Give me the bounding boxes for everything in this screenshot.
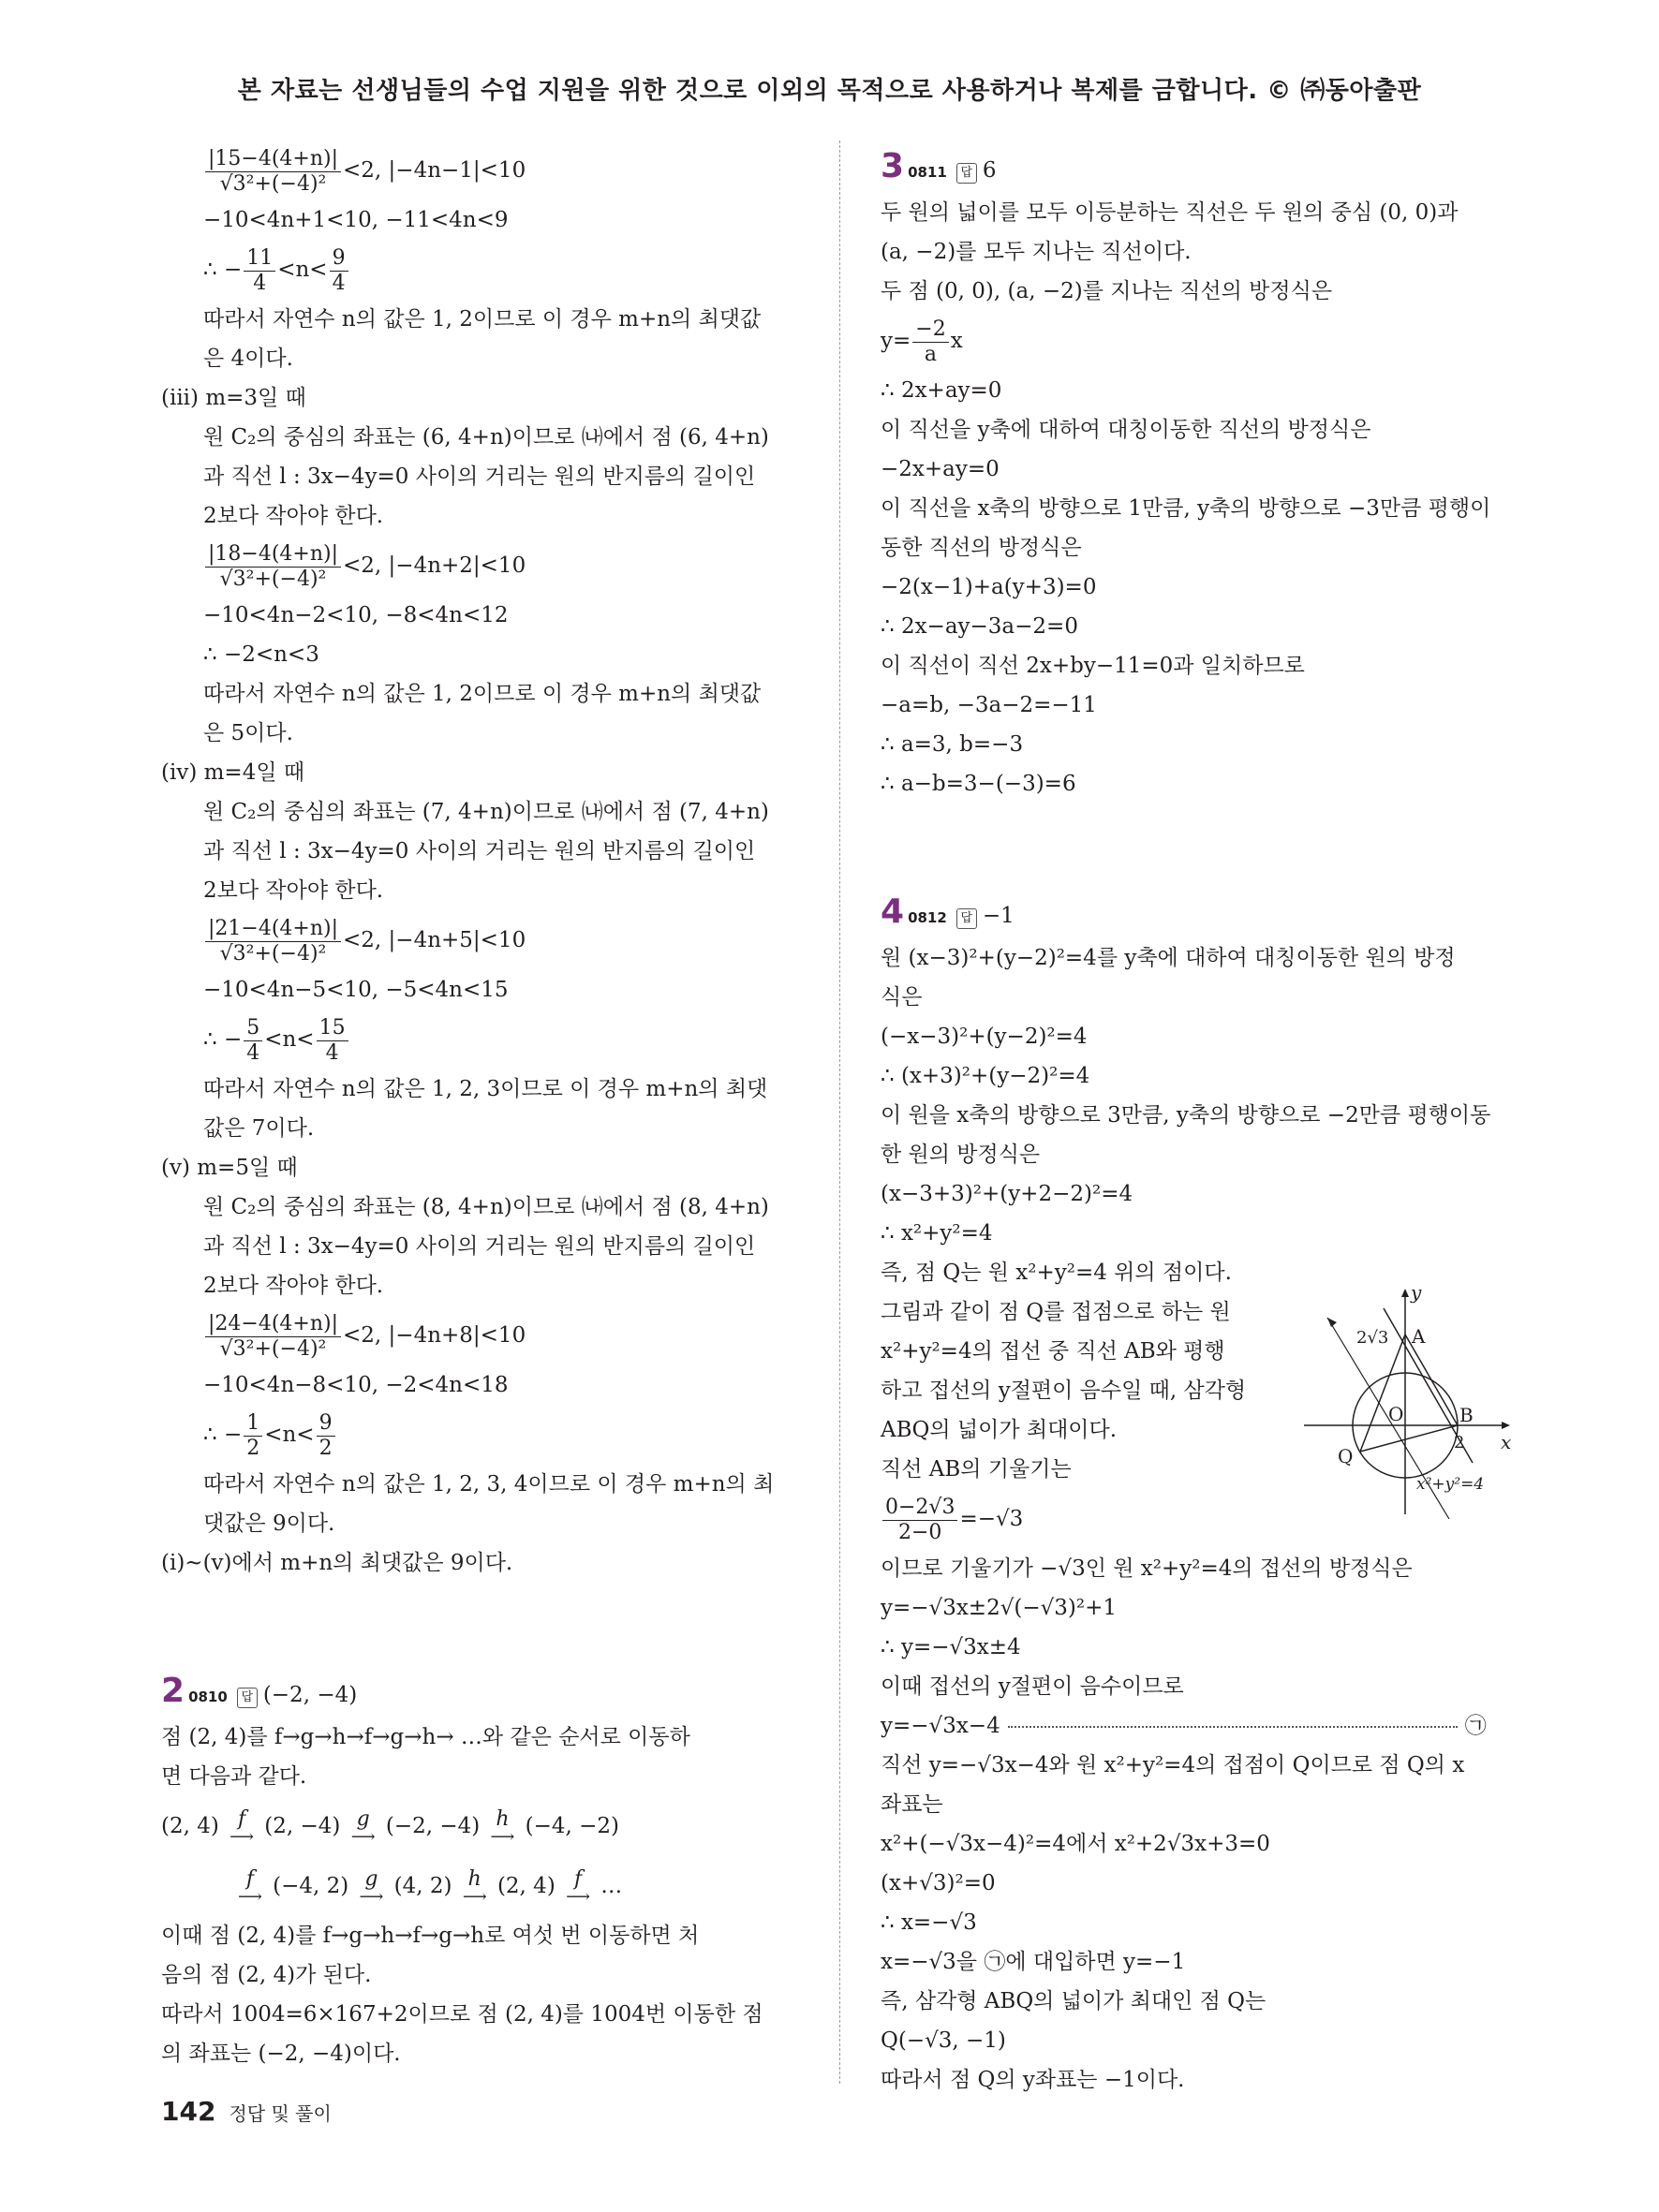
math-line: −a=b, −3a−2=−11 bbox=[881, 693, 1097, 717]
fraction: $\frac{9}{2}$ bbox=[317, 1411, 335, 1461]
math-line: ∴ a−b=3−(−3)=6 bbox=[881, 772, 1076, 796]
point-A-label: A bbox=[1412, 1325, 1426, 1348]
math-line: $\frac{0-2√3}{2-0}$ =−√3 bbox=[881, 1489, 1508, 1549]
origin-label: O bbox=[1388, 1403, 1404, 1425]
problem-number: 2 bbox=[161, 1672, 185, 1710]
fraction: $\frac{-2}{a}$ bbox=[912, 317, 948, 367]
text-line: 동한 직선의 방정식은 bbox=[881, 536, 1082, 560]
text-line: 은 5이다. bbox=[203, 721, 293, 745]
mapping-arrow: f ⟶ bbox=[566, 1867, 590, 1907]
conclusion-line: (i)~(v)에서 m+n의 최댓값은 9이다. bbox=[161, 1551, 513, 1575]
footer-title: 정답 및 풀이 bbox=[229, 2102, 332, 2125]
problem-4-header bbox=[881, 886, 1508, 938]
circle-equation-label: x²+y²=4 bbox=[1416, 1475, 1485, 1494]
mapping-sequence-1: (2, 4) f ⟶ (2, −4) g ⟶ (−2, −4) h ⟶ (−4, −2) bbox=[161, 1807, 620, 1847]
text-line: 이므로 기울기가 −√3인 원 x²+y²=4의 접선의 방정식은 bbox=[881, 1556, 1413, 1581]
math-line: y=−√3x±2√(−√3)²+1 bbox=[881, 1596, 1117, 1620]
math-line: ∴ −2<n<3 bbox=[203, 642, 319, 667]
fraction: $\frac{|24-4(4+n)|}{\text{√3²+(−4)²}}$ bbox=[205, 1312, 341, 1362]
math-line: ∴ − $\frac{1}{2}$ <n< $\frac{9}{2}$ bbox=[161, 1405, 798, 1465]
math-line: $\frac{|15-4(4+n)|}{\text{√3²+(−4)²}}$ <2, |−4n−1|<10 bbox=[161, 140, 798, 200]
text-line: 즉, 점 Q는 원 x²+y²=4 위의 점이다. bbox=[881, 1261, 1232, 1285]
text-line: 식은 bbox=[881, 985, 923, 1010]
text-line: 면 다음과 같다. bbox=[161, 1764, 307, 1789]
text-line: 음의 점 (2, 4)가 된다. bbox=[161, 1963, 372, 1987]
problem-code: 0810 bbox=[188, 1688, 228, 1705]
fraction: $\frac{1}{2}$ bbox=[244, 1411, 262, 1461]
text-line: 한 원의 방정식은 bbox=[881, 1143, 1041, 1167]
answer-icon: 답 bbox=[956, 163, 977, 184]
text-line: 두 점 (0, 0), (a, −2)를 지나는 직선의 방정식은 bbox=[881, 279, 1333, 303]
text-line: ABQ의 넓이가 최대이다. bbox=[881, 1418, 1118, 1442]
mapping-sequence-2: f ⟶ (−4, 2) g ⟶ (4, 2) h ⟶ (2, 4) f ⟶ … bbox=[238, 1867, 623, 1907]
math-line: Q(−√3, −1) bbox=[881, 2028, 1006, 2053]
text-line: 의 좌표는 (−2, −4)이다. bbox=[161, 2042, 401, 2066]
problem-code: 0811 bbox=[908, 164, 947, 181]
text-line: 두 원의 넓이를 모두 이등분하는 직선은 두 원의 중심 (0, 0)과 bbox=[881, 200, 1459, 225]
dotted-leader bbox=[1008, 1726, 1458, 1728]
text-line: 원 (x−3)²+(y−2)²=4를 y축에 대하여 대칭이동한 원의 방정 bbox=[881, 946, 1456, 970]
math-line: −2x+ay=0 bbox=[881, 457, 1000, 481]
x-axis-arrow bbox=[1502, 1422, 1510, 1429]
math-line: $\frac{|18-4(4+n)|}{\text{√3²+(−4)²}}$ <2, |−4n+2|<10 bbox=[161, 536, 798, 596]
text-line: 따라서 1004=6×167+2이므로 점 (2, 4)를 1004번 이동한 점 bbox=[161, 2002, 763, 2027]
fraction: $\frac{15}{4}$ bbox=[317, 1016, 348, 1066]
math-line: ∴ (x+3)²+(y−2)²=4 bbox=[881, 1064, 1090, 1088]
text-line: 하고 접선의 y절편이 음수일 때, 삼각형 bbox=[881, 1379, 1247, 1403]
problem-code: 0812 bbox=[908, 909, 947, 926]
text-line: 원 C₂의 중심의 좌표는 (6, 4+n)이므로 ㈏에서 점 (6, 4+n) bbox=[203, 425, 769, 450]
text-line: 이 원을 x축의 방향으로 3만큼, y축의 방향으로 −2만큼 평행이동 bbox=[881, 1103, 1491, 1128]
text-line: 따라서 자연수 n의 값은 1, 2이므로 이 경우 m+n의 최댓값 bbox=[203, 682, 762, 706]
answer-icon: 답 bbox=[237, 1688, 258, 1708]
text-line: 그림과 같이 점 Q를 접점으로 하는 원 bbox=[881, 1300, 1231, 1324]
fraction: $\frac{5}{4}$ bbox=[244, 1016, 262, 1066]
case-heading: (iv) m=4일 때 bbox=[161, 760, 305, 785]
page-footer bbox=[161, 2096, 332, 2127]
math-line: y= $\frac{-2}{a}$ x bbox=[881, 317, 963, 366]
math-line: −10<4n−8<10, −2<4n<18 bbox=[203, 1373, 509, 1397]
text-line: 즉, 삼각형 ABQ의 넓이가 최대인 점 Q는 bbox=[881, 1989, 1266, 2013]
text-line: x=−√3을 ㉠에 대입하면 y=−1 bbox=[881, 1950, 1186, 1974]
tangent-arrow bbox=[1327, 1318, 1337, 1327]
fraction: $\frac{|21-4(4+n)|}{\text{√3²+(−4)²}}$ bbox=[205, 917, 341, 966]
mapping-arrow: h ⟶ bbox=[490, 1807, 515, 1847]
text-line: 원 C₂의 중심의 좌표는 (8, 4+n)이므로 ㈏에서 점 (8, 4+n) bbox=[203, 1195, 769, 1219]
math-line: −10<4n−5<10, −5<4n<15 bbox=[203, 978, 509, 1002]
math-line: ∴ − $\frac{11}{4}$ <n< $\frac{9}{4}$ bbox=[161, 240, 798, 300]
problem-number: 4 bbox=[881, 892, 905, 931]
mapping-arrow: h ⟶ bbox=[462, 1867, 487, 1907]
text-line: 좌표는 bbox=[881, 1792, 943, 1817]
math-line: $\frac{|21-4(4+n)|}{\text{√3²+(−4)²}}$ <2, |−4n+5|<10 bbox=[161, 910, 798, 970]
mapping-arrow: f ⟶ bbox=[238, 1867, 262, 1907]
fraction: $\frac{0-2√3}{2-0}$ bbox=[882, 1496, 957, 1545]
mapping-arrow: g ⟶ bbox=[350, 1807, 376, 1847]
math-line: −10<4n−2<10, −8<4n<12 bbox=[203, 603, 509, 627]
fraction: $\frac{|18-4(4+n)|}{\text{√3²+(−4)²}}$ bbox=[205, 542, 341, 592]
math-line: ∴ x²+y²=4 bbox=[881, 1221, 993, 1246]
text-line: 이 직선을 x축의 방향으로 1만큼, y축의 방향으로 −3만큼 평행이 bbox=[881, 496, 1491, 521]
text-line: 직선 AB의 기울기는 bbox=[881, 1457, 1072, 1482]
fraction: $\frac{11}{4}$ bbox=[244, 246, 275, 296]
text-line: 2보다 작아야 한다. bbox=[203, 878, 384, 903]
math-line: (x−3+3)²+(y+2−2)²=4 bbox=[881, 1182, 1133, 1206]
answer-icon: 답 bbox=[956, 908, 977, 929]
text-line: 이 직선이 직선 2x+by−11=0과 일치하므로 bbox=[881, 654, 1305, 678]
text-line: 이때 점 (2, 4)를 f→g→h→f→g→h로 여섯 번 이동하면 처 bbox=[161, 1924, 700, 1948]
math-line: ∴ y=−√3x±4 bbox=[881, 1635, 1021, 1659]
text-line: 과 직선 l : 3x−4y=0 사이의 거리는 원의 반지름의 길이인 bbox=[203, 1234, 756, 1259]
math-line: ∴ − $\frac{5}{4}$ <n< $\frac{15}{4}$ bbox=[161, 1010, 798, 1069]
math-line: x²+(−√3x−4)²=4에서 x²+2√3x+3=0 bbox=[881, 1832, 1270, 1856]
math-line: ∴ 2x+ay=0 bbox=[881, 378, 1002, 403]
y-axis-arrow bbox=[1401, 1289, 1409, 1297]
text-line: 직선 y=−√3x−4와 원 x²+y²=4의 접점이 Q이므로 점 Q의 x bbox=[881, 1753, 1465, 1777]
math-line: −2(x−1)+a(y+3)=0 bbox=[881, 575, 1097, 599]
point-Q-label: Q bbox=[1338, 1445, 1354, 1467]
right-column bbox=[881, 140, 1508, 2100]
x-intercept-label: 2 bbox=[1454, 1433, 1465, 1453]
math-line: −10<4n+1<10, −11<4n<9 bbox=[203, 208, 509, 232]
math-line: (x+√3)²=0 bbox=[881, 1871, 996, 1895]
answer-value: (−2, −4) bbox=[262, 1683, 358, 1707]
x-label: x bbox=[1501, 1431, 1512, 1453]
text-line: (a, −2)를 모두 지나는 직선이다. bbox=[881, 240, 1192, 264]
answer-value: −1 bbox=[982, 904, 1015, 928]
math-line: ∴ 2x−ay−3a−2=0 bbox=[881, 614, 1078, 639]
text-line: 원 C₂의 중심의 좌표는 (7, 4+n)이므로 ㈏에서 점 (7, 4+n) bbox=[203, 800, 769, 824]
y-label: y bbox=[1411, 1285, 1422, 1304]
text-line: 댓값은 9이다. bbox=[203, 1512, 335, 1536]
text-line: 이 직선을 y축에 대하여 대칭이동한 직선의 방정식은 bbox=[881, 418, 1371, 442]
text-line: 2보다 작아야 한다. bbox=[203, 504, 384, 528]
text-line: 점 (2, 4)를 f→g→h→f→g→h→ …와 같은 순서로 이동하 bbox=[161, 1725, 690, 1749]
y-intercept-label: 2√3 bbox=[1356, 1328, 1389, 1348]
text-line: 따라서 점 Q의 y좌표는 −1이다. bbox=[881, 2068, 1185, 2092]
text-line: 값은 7이다. bbox=[203, 1116, 315, 1141]
page-number: 142 bbox=[161, 2096, 216, 2127]
case-heading: (iii) m=3일 때 bbox=[161, 386, 306, 410]
fraction: $\frac{|15-4(4+n)|}{\text{√3²+(−4)²}}$ bbox=[205, 147, 341, 197]
text-line: x²+y²=4의 접선 중 직선 AB와 평행 bbox=[881, 1339, 1225, 1364]
mapping-arrow: g ⟶ bbox=[359, 1867, 384, 1907]
circled-mark: ㉠ bbox=[1464, 1714, 1487, 1738]
text-line: 은 4이다. bbox=[203, 347, 293, 371]
text-line: 따라서 자연수 n의 값은 1, 2이므로 이 경우 m+n의 최댓값 bbox=[203, 307, 762, 332]
text-line: 2보다 작아야 한다. bbox=[203, 1274, 384, 1298]
column-divider bbox=[839, 140, 840, 2084]
text-line: 과 직선 l : 3x−4y=0 사이의 거리는 원의 반지름의 길이인 bbox=[203, 465, 756, 489]
left-column bbox=[161, 140, 798, 2073]
text-line: 이때 접선의 y절편이 음수이므로 bbox=[881, 1674, 1184, 1699]
problem-2-header bbox=[161, 1665, 798, 1718]
answer-value: 6 bbox=[982, 158, 997, 183]
problem-3-header bbox=[881, 140, 1508, 193]
text-line: 따라서 자연수 n의 값은 1, 2, 3이므로 이 경우 m+n의 최댓 bbox=[203, 1077, 768, 1101]
mapping-arrow: f ⟶ bbox=[230, 1807, 254, 1847]
math-line: ∴ a=3, b=−3 bbox=[881, 732, 1024, 757]
point-B-label: B bbox=[1459, 1404, 1474, 1426]
math-line: (−x−3)²+(y−2)²=4 bbox=[881, 1025, 1088, 1049]
fraction: $\frac{9}{4}$ bbox=[330, 246, 348, 296]
math-line: $\frac{|24-4(4+n)|}{\text{√3²+(−4)²}}$ <2, |−4n+8|<10 bbox=[161, 1305, 798, 1365]
math-line: y=−√3x−4 ㉠ bbox=[881, 1714, 1487, 1738]
circle-tangent-figure bbox=[1295, 1285, 1519, 1519]
text-line: 과 직선 l : 3x−4y=0 사이의 거리는 원의 반지름의 길이인 bbox=[203, 839, 756, 863]
math-line: ∴ x=−√3 bbox=[881, 1910, 977, 1935]
case-heading: (v) m=5일 때 bbox=[161, 1156, 298, 1180]
text-line: 따라서 자연수 n의 값은 1, 2, 3, 4이므로 이 경우 m+n의 최 bbox=[203, 1472, 775, 1497]
copyright-header: 본 자료는 선생님들의 수업 지원을 위한 것으로 이외의 목적으로 사용하거나 복제를 금합니다. © ㈜동아출판 bbox=[237, 77, 1422, 105]
problem-number: 3 bbox=[881, 147, 905, 185]
